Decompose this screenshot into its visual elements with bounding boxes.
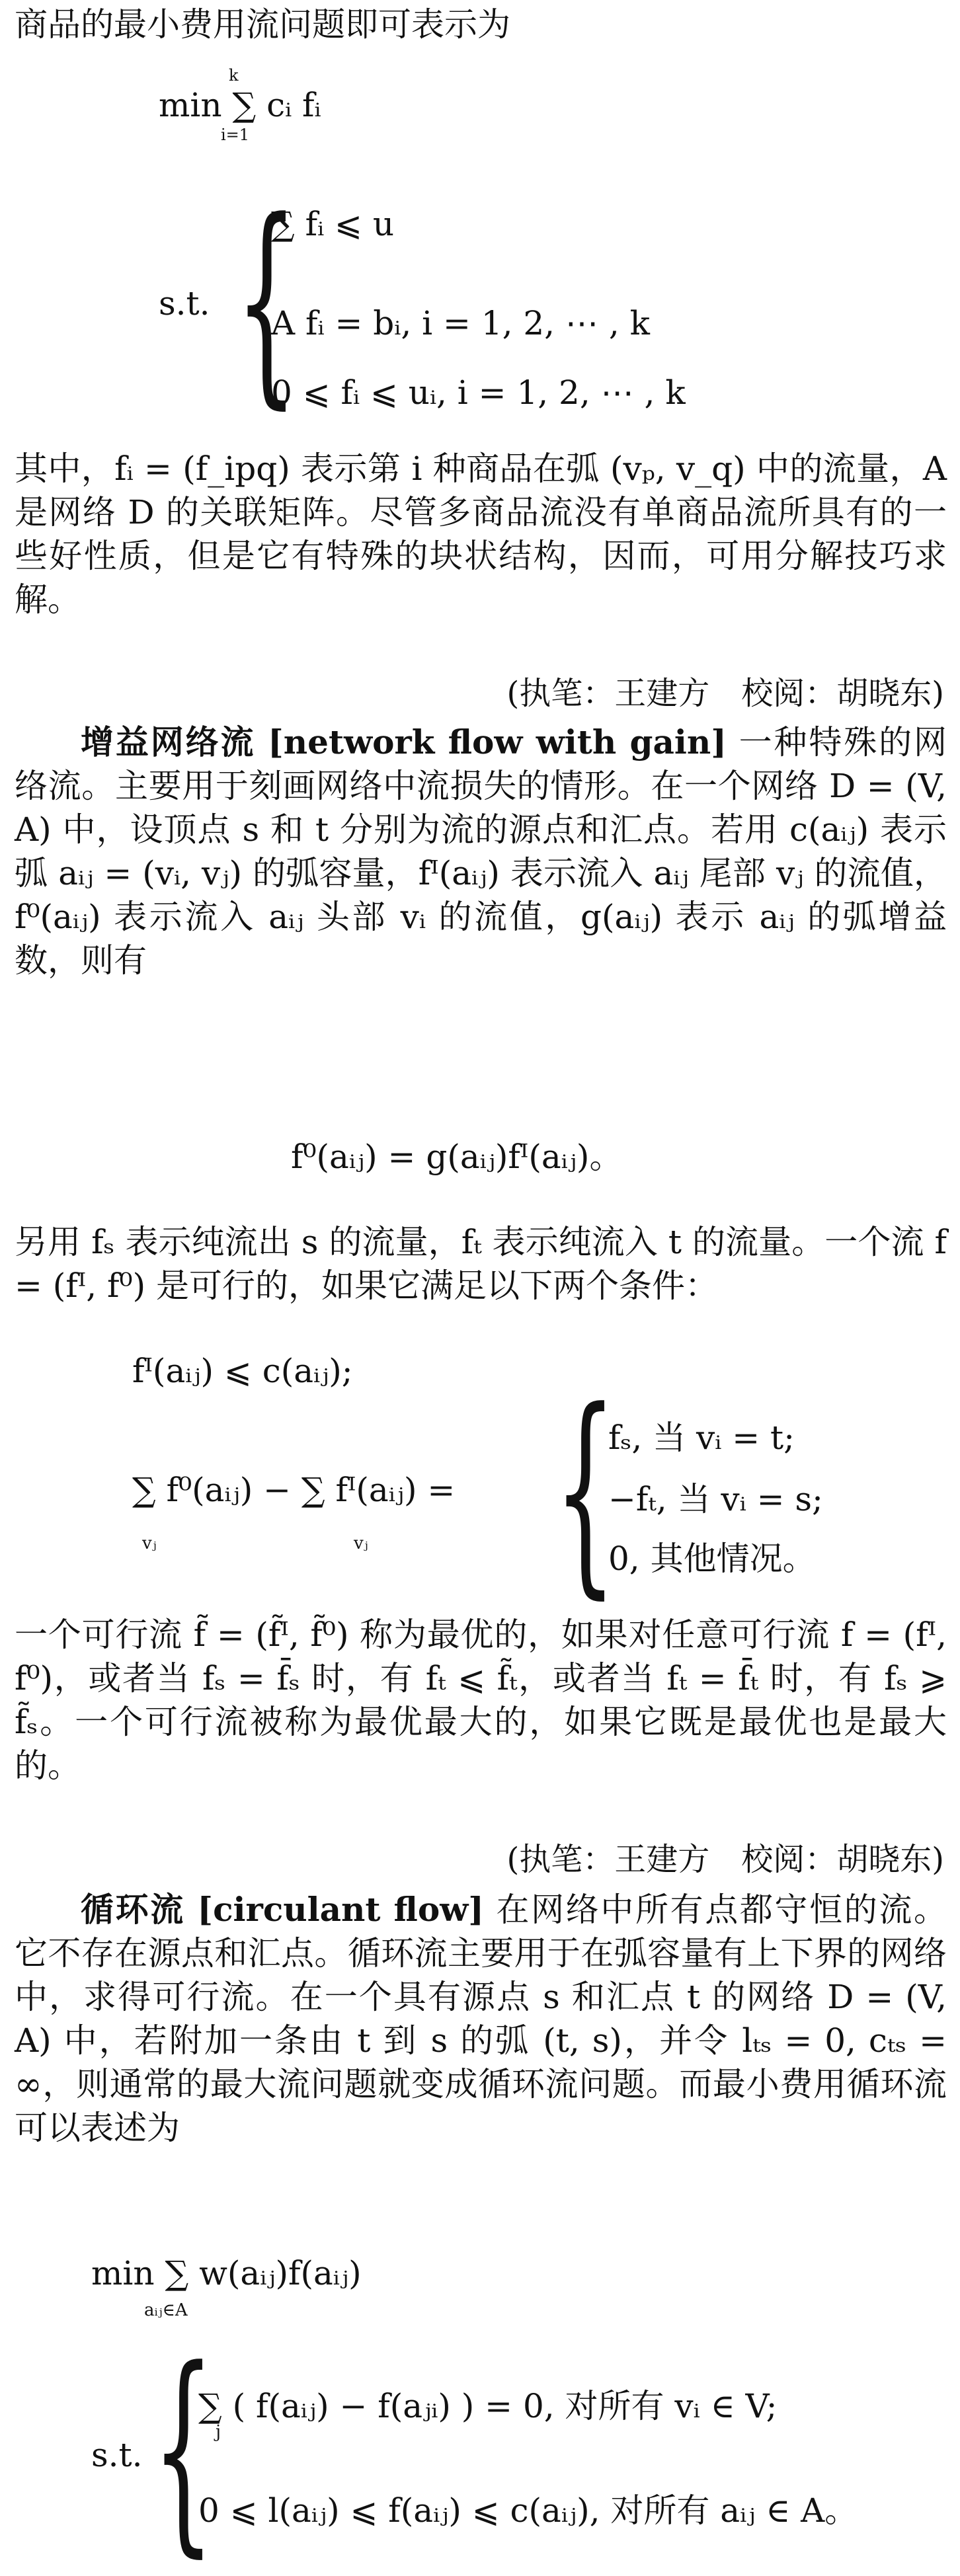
sum-subscript-1: vⱼ	[142, 1534, 157, 1553]
constraint-3: 0 ⩽ fᵢ ⩽ uᵢ, i = 1, 2, ⋯ , k	[271, 373, 686, 412]
paragraph-3: 在网络中所有点都守恒的流。它不存在源点和汇点。循环流主要用于在弧容量有上下界的网络中，求得可行流。在一个具有源点 s 和汇点 t 的网络 D = (V, A) 中，若附加一条由 t 到 s 的弧 (t, s)，并令 lₜₛ = 0, cₜₛ = ∞，则通常的最大流问题就变成循环流问题。而最小费用循环流可以表述为	[15, 1891, 947, 2147]
section-circulant-flow	[15, 1888, 947, 2150]
case-3: 0, 其他情况。	[608, 1540, 816, 1578]
paragraph-1: 其中，fᵢ = (f_ipq) 表示第 i 种商品在弧 (vₚ, v_q) 中的流量，A 是网络 D 的关联矩阵。尽管多商品流没有单商品流所具有的一些好性质，但是它有特殊的块状结构，因而，可用分解技巧求解。	[15, 449, 947, 619]
term-title-3: 循环流	[81, 1890, 185, 1929]
term-english: [network flow with gain]	[268, 722, 727, 761]
case-1: fₛ, 当 vᵢ = t;	[608, 1419, 795, 1457]
constraint-sum-subscript: j	[216, 2422, 221, 2442]
objective-formula: min ∑ cᵢ fᵢ	[159, 86, 321, 124]
constraint-1: ∑ fᵢ ⩽ u	[271, 205, 395, 243]
circulant-constraint-1: ∑ ( f(aᵢⱼ) − f(aⱼᵢ) ) = 0, 对所有 vᵢ ∈ V;	[198, 2387, 778, 2425]
paragraph-2b: 另用 fₛ 表示纯流出 s 的流量，fₜ 表示纯流入 t 的流量。一个流 f = (fᴵ, f⁰) 是可行的，如果它满足以下两个条件：	[15, 1223, 947, 1305]
st-label-3: s.t.	[91, 2436, 143, 2474]
paragraph-2a: 一种特殊的网络流。主要用于刻画网络中流损失的情形。在一个网络 D = (V, A) 中，设顶点 s 和 t 分别为流的源点和汇点。若用 c(aᵢⱼ) 表示弧 aᵢⱼ = (vᵢ, vⱼ) 的弧容量，fᴵ(aᵢⱼ) 表示流入 aᵢⱼ 尾部 vⱼ 的流值，f⁰(aᵢⱼ) 表示流入 aᵢⱼ 头部 vᵢ 的流值，g(aᵢⱼ) 表示 aᵢⱼ 的弧增益数，则有	[15, 723, 947, 980]
circulant-objective: min ∑ w(aᵢⱼ)f(aᵢⱼ)	[91, 2254, 362, 2292]
constraint-brace: {	[235, 174, 298, 428]
condition-2-lhs: ∑ f⁰(aᵢⱼ) − ∑ fᴵ(aᵢⱼ) =	[132, 1471, 456, 1509]
sum-lower-limit: i=1	[221, 126, 250, 144]
intro-text: 商品的最小费用流问题即可表示为	[15, 5, 510, 44]
credit-2: (执笔：王建方 校阅：胡晓东)	[506, 1841, 944, 1878]
term-english-3: [circulant flow]	[197, 1890, 484, 1929]
section-gain-flow	[15, 721, 947, 982]
st-label: s.t.	[159, 284, 210, 323]
circulant-constraint-2: 0 ⩽ l(aᵢⱼ) ⩽ f(aᵢⱼ) ⩽ c(aᵢⱼ), 对所有 aᵢⱼ ∈ A。	[198, 2491, 858, 2530]
cases-brace: {	[554, 1364, 617, 1618]
condition-1: fᴵ(aᵢⱼ) ⩽ c(aᵢⱼ);	[132, 1352, 353, 1390]
credit-1: (执笔：王建方 校阅：胡晓东)	[506, 675, 944, 712]
constraint-2: A fᵢ = bᵢ, i = 1, 2, ⋯ , k	[271, 304, 650, 342]
sum-upper-limit: k	[229, 66, 239, 85]
constraint-brace-3: {	[152, 2322, 215, 2576]
gain-equation: f⁰(aᵢⱼ) = g(aᵢⱼ)fᴵ(aᵢⱼ)。	[291, 1138, 623, 1176]
sum-subscript-2: vⱼ	[354, 1534, 368, 1553]
paragraph-2c: 一个可行流 f̃ = (f̃ᴵ, f̃⁰) 称为最优的，如果对任意可行流 f = (fᴵ, f⁰)，或者当 fₛ = f̄ₛ 时，有 fₜ ⩽ f̃ₜ，或者当 fₜ = f̄ₜ 时，有 fₛ ⩾ f̃ₛ。一个可行流被称为最优最大的，如果它既是最优也是最大的。	[15, 1616, 947, 1785]
case-2: −fₜ, 当 vᵢ = s;	[608, 1480, 823, 1518]
term-title: 增益网络流	[81, 722, 256, 761]
objective-subscript: aᵢⱼ∈A	[144, 2300, 188, 2320]
